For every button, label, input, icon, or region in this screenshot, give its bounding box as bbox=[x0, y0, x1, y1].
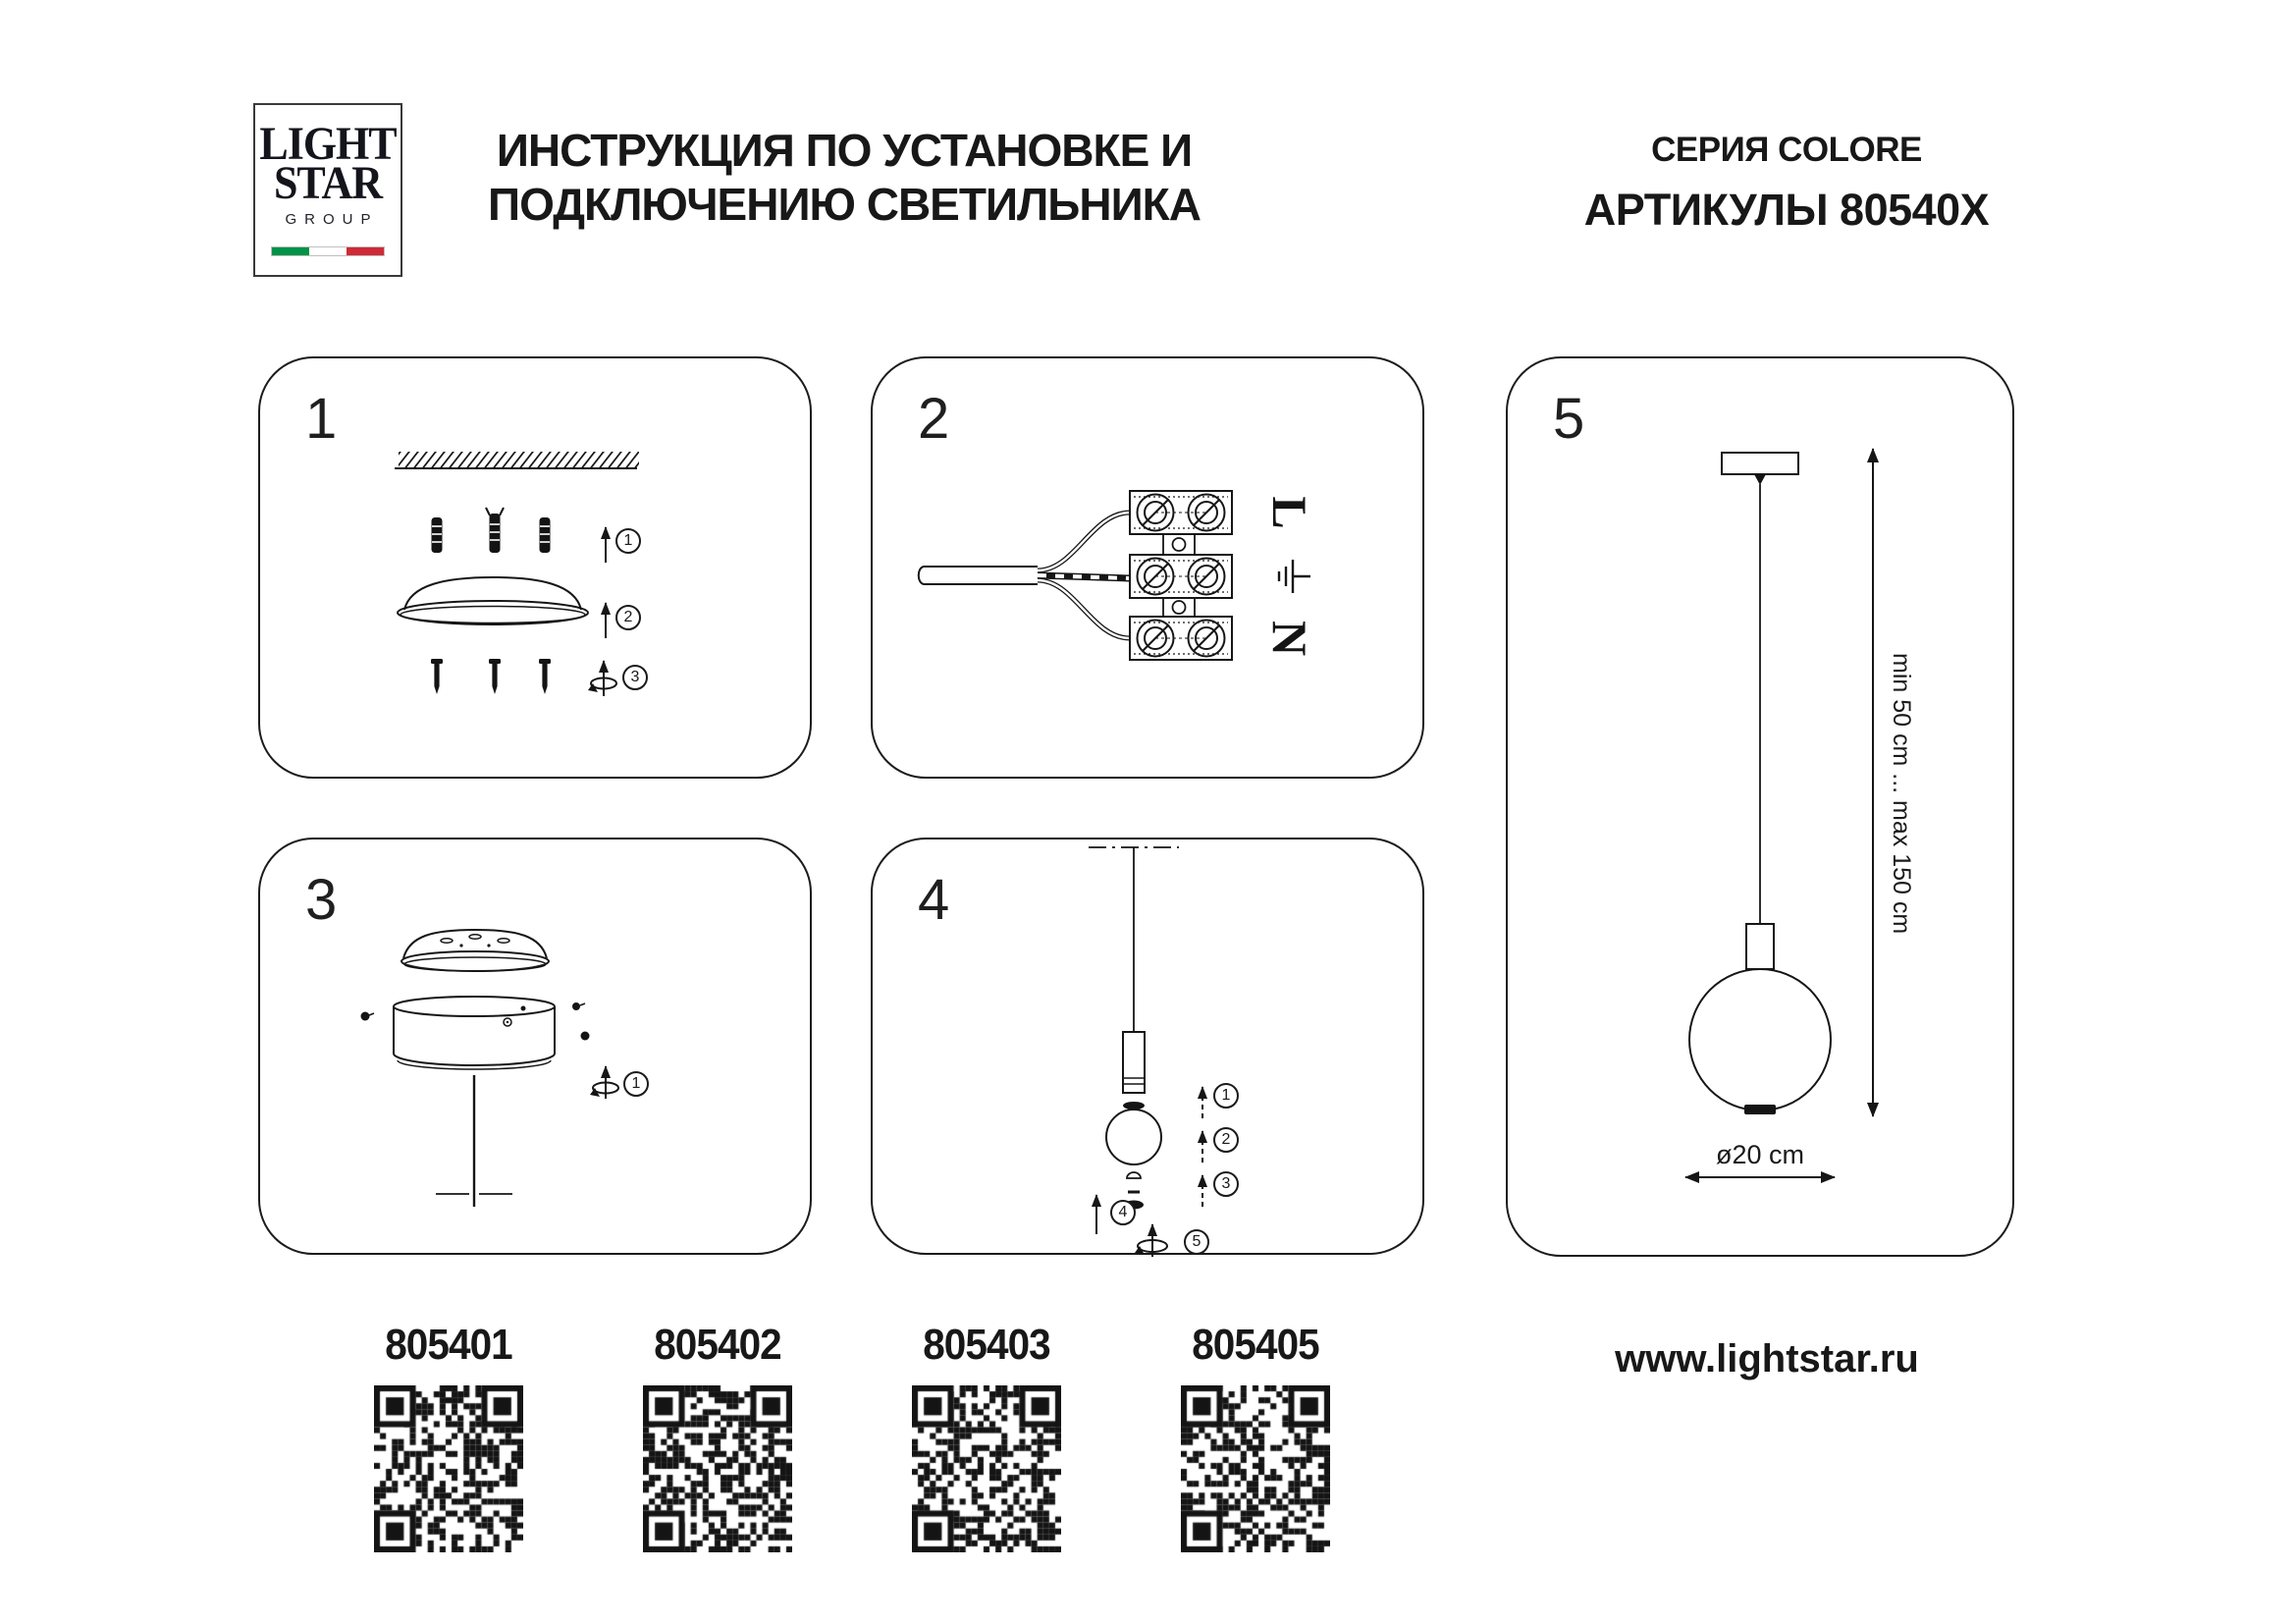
qr-code bbox=[643, 1385, 792, 1552]
article-item bbox=[355, 1321, 542, 1557]
page-title bbox=[459, 124, 1229, 232]
flag-white bbox=[309, 247, 347, 255]
step-badge: 2 bbox=[1213, 1127, 1239, 1153]
step-badge: 3 bbox=[1213, 1171, 1239, 1197]
panel-5-dimensions bbox=[1506, 356, 2014, 1257]
series-label: СЕРИЯ COLORE bbox=[1651, 131, 1922, 169]
qr-code bbox=[374, 1385, 523, 1552]
canopy-drawing bbox=[401, 930, 549, 971]
panel-number: 2 bbox=[918, 387, 950, 451]
socket-drawing bbox=[1746, 924, 1774, 969]
rotate-arrow-icon bbox=[588, 661, 616, 696]
step-badge: 3 bbox=[622, 665, 648, 690]
screw-icon bbox=[431, 659, 551, 694]
page-title-line2: ПОДКЛЮЧЕНИЮ СВЕТИЛЬНИКА bbox=[488, 179, 1201, 230]
step-badge: 1 bbox=[623, 1071, 649, 1097]
step-badge: 5 bbox=[1184, 1229, 1209, 1255]
earth-icon bbox=[1279, 560, 1310, 593]
height-dimension-label: min 50 cm ... max 150 cm bbox=[1888, 653, 1915, 935]
step-badge: 2 bbox=[615, 605, 641, 630]
panel-number: 5 bbox=[1553, 387, 1585, 451]
logo-text-group: GROUP bbox=[285, 211, 379, 228]
socket-drawing bbox=[1123, 1032, 1145, 1093]
step-badge: 4 bbox=[1110, 1200, 1136, 1225]
panel-number: 1 bbox=[305, 387, 338, 451]
article-item bbox=[624, 1321, 811, 1557]
dowel-icon bbox=[432, 517, 443, 553]
step-badge: 1 bbox=[1213, 1083, 1239, 1109]
qr-code bbox=[912, 1385, 1061, 1552]
panel-number: 4 bbox=[918, 868, 950, 932]
article-number: 805405 bbox=[1192, 1321, 1319, 1369]
live-label: L bbox=[1262, 496, 1317, 529]
article-item bbox=[1162, 1321, 1349, 1557]
ceiling-plate-drawing bbox=[1722, 453, 1798, 474]
flag-green bbox=[272, 247, 309, 255]
terminal-block bbox=[1130, 491, 1232, 660]
pendant-assembly-diagram bbox=[873, 839, 1426, 1257]
dowel-icon bbox=[486, 508, 504, 553]
globe-drawing bbox=[1689, 969, 1831, 1110]
logo-text-star: STAR bbox=[273, 157, 383, 209]
mains-cable bbox=[919, 567, 1038, 584]
canopy-drawing bbox=[398, 577, 588, 624]
article-item bbox=[893, 1321, 1080, 1557]
ceiling-mount-diagram bbox=[260, 358, 814, 781]
panel-1-ceiling-mount bbox=[258, 356, 812, 779]
panel-number: 3 bbox=[305, 868, 338, 932]
diameter-dimension-label: ø20 cm bbox=[1715, 1140, 1805, 1169]
article-number: 805403 bbox=[923, 1321, 1050, 1369]
panel-4-pendant-assembly bbox=[871, 838, 1424, 1255]
wiring-diagram bbox=[873, 358, 1426, 781]
page-title-line1: ИНСТРУКЦИЯ ПО УСТАНОВКЕ И bbox=[496, 125, 1193, 176]
flag-red bbox=[347, 247, 384, 255]
panel-2-wiring bbox=[871, 356, 1424, 779]
step-badge: 1 bbox=[615, 528, 641, 554]
rotate-arrow-icon bbox=[590, 1066, 618, 1099]
italian-flag-icon bbox=[272, 247, 384, 255]
panel-3-canopy-assembly bbox=[258, 838, 812, 1255]
series-block bbox=[1541, 131, 2032, 236]
website-url: www.lightstar.ru bbox=[1615, 1337, 1919, 1380]
dimensions-diagram bbox=[1508, 358, 2016, 1259]
article-number: 805402 bbox=[654, 1321, 781, 1369]
rotate-arrow-icon bbox=[1135, 1224, 1167, 1257]
neutral-label: N bbox=[1262, 620, 1317, 657]
article-number: 805401 bbox=[385, 1321, 512, 1369]
logo-text-light: LIGHT bbox=[259, 118, 397, 170]
lamp-body-drawing bbox=[394, 997, 555, 1069]
articles-label: АРТИКУЛЫ 80540X bbox=[1583, 185, 1990, 235]
qr-code bbox=[1181, 1385, 1330, 1552]
canopy-assembly-diagram bbox=[260, 839, 814, 1257]
dowel-icon bbox=[540, 517, 551, 553]
globe-drawing bbox=[1106, 1110, 1161, 1164]
lightstar-logo bbox=[253, 103, 402, 277]
